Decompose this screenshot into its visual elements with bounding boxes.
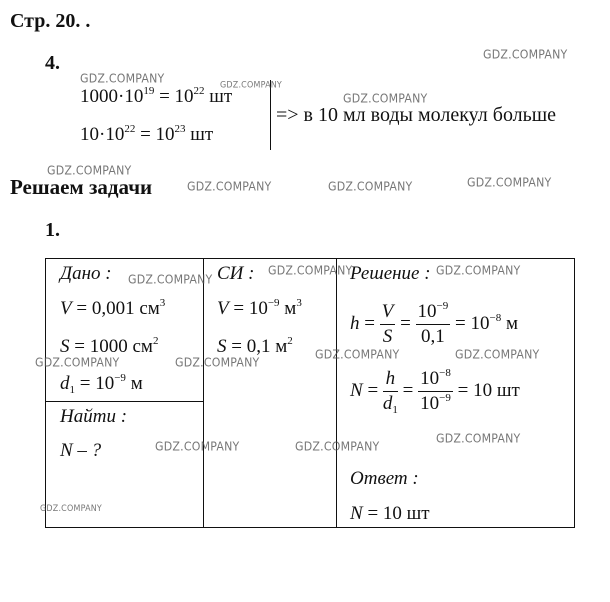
- watermark: GDZ.COMPANY: [220, 79, 283, 90]
- task4-conclusion: => в 10 мл воды молекул больше: [276, 104, 557, 126]
- watermark: GDZ.COMPANY: [455, 347, 540, 362]
- answer-expression: N = 10 шт: [350, 503, 430, 524]
- table-divider-1: [203, 258, 204, 527]
- task4-line1: $1000\cdot 10^{19} = 10^{22}$ шт: [80, 85, 233, 107]
- watermark: GDZ.COMPANY: [483, 47, 568, 62]
- watermark: GDZ.COMPANY: [80, 71, 165, 86]
- watermark: GDZ.COMPANY: [187, 179, 272, 194]
- watermark: GDZ.COMPANY: [128, 272, 213, 287]
- task4-bracket: [270, 80, 271, 150]
- find-label: Найти :: [60, 406, 128, 427]
- given-area: S = 1000 $см^2$: [60, 335, 159, 357]
- given-diameter: $d_1 = 10^{-9}$ м: [60, 372, 143, 396]
- task4-line2: $10\cdot 10^{22} = 10^{23}$ шт: [80, 123, 214, 145]
- watermark: GDZ.COMPANY: [268, 263, 353, 278]
- solution-height-formula: h = $\frac{V}{S}$ = $\frac{10^{-9}}{0,1}$ = $10^{-8}$ м: [350, 300, 518, 347]
- watermark: GDZ.COMPANY: [436, 431, 521, 446]
- si-volume: $V = 10^{-9}$ $м^3$: [217, 297, 302, 319]
- solution-label: Решение :: [350, 263, 431, 284]
- watermark: GDZ.COMPANY: [315, 347, 400, 362]
- watermark: GDZ.COMPANY: [47, 163, 132, 178]
- task1-number: 1.: [45, 219, 60, 241]
- si-label: СИ :: [217, 263, 255, 284]
- page-header: Стр. 20. .: [10, 10, 91, 32]
- find-expression: N – ?: [60, 440, 102, 461]
- watermark: GDZ.COMPANY: [436, 263, 521, 278]
- watermark: GDZ.COMPANY: [467, 175, 552, 190]
- watermark: GDZ.COMPANY: [295, 439, 380, 454]
- given-label: Дано :: [60, 263, 112, 284]
- watermark: GDZ.COMPANY: [40, 503, 103, 514]
- si-area: S = 0,1 $м^2$: [217, 335, 293, 357]
- table-divider-2: [336, 258, 337, 527]
- answer-label: Ответ :: [350, 468, 419, 489]
- watermark: GDZ.COMPANY: [328, 179, 413, 194]
- task4-number: 4.: [45, 52, 60, 74]
- watermark: GDZ.COMPANY: [343, 91, 428, 106]
- section-title: Решаем задачи: [10, 175, 153, 199]
- watermark: GDZ.COMPANY: [155, 439, 240, 454]
- watermark: GDZ.COMPANY: [35, 355, 120, 370]
- given-volume: V = 0,001 $см^3$: [60, 297, 166, 319]
- watermark: GDZ.COMPANY: [175, 355, 260, 370]
- solution-count-formula: N = $\frac{h}{d_1}$ = $\frac{10^{-8}}{10^{-9}}$ = 10 шт: [350, 367, 520, 416]
- table-divider-given-find: [45, 401, 203, 402]
